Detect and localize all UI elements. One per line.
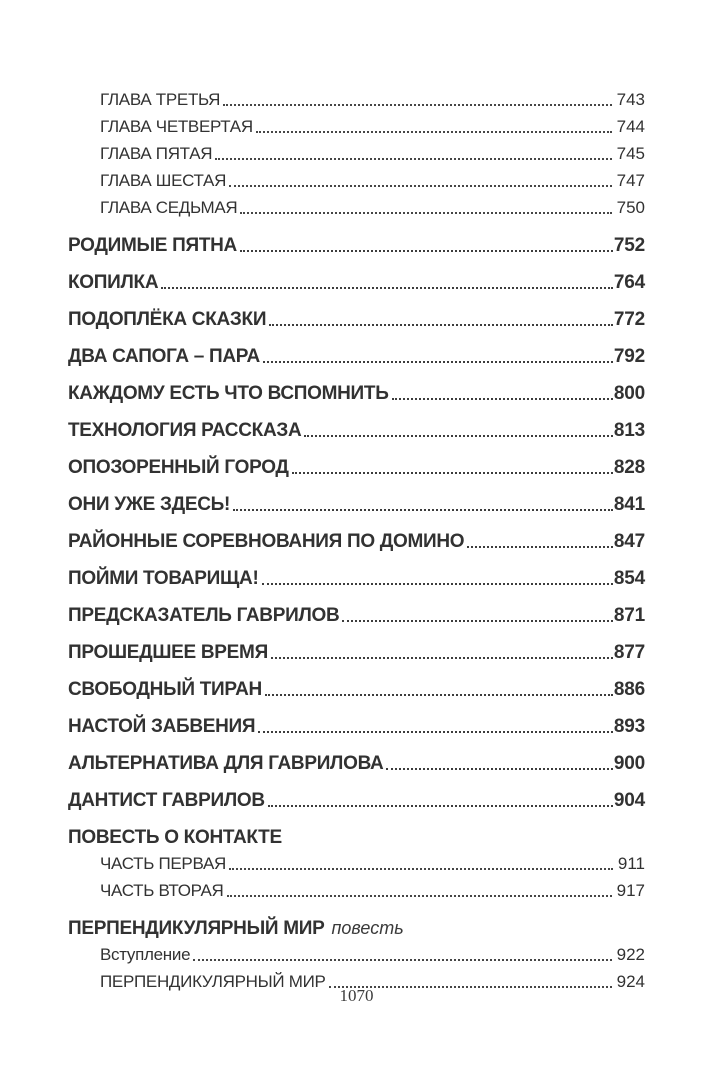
dot-leader: [386, 768, 612, 770]
toc-entry-title: ПРЕДСКАЗАТЕЛЬ ГАВРИЛОВ: [68, 605, 340, 626]
toc-entry-title: ПРОШЕДШЕЕ ВРЕМЯ: [68, 642, 268, 663]
toc-entry-page: 871: [613, 605, 645, 626]
dot-leader: [268, 805, 613, 807]
toc-entry: [68, 494, 645, 515]
toc-entry-title: ОНИ УЖЕ ЗДЕСЬ!: [68, 494, 230, 515]
toc-entry-page: 893: [613, 716, 645, 737]
dot-leader: [229, 868, 613, 870]
toc-entry-title: РОДИМЫЕ ПЯТНА: [68, 235, 237, 256]
toc-entry-page: 904: [613, 790, 645, 811]
toc-entry-page: 800: [613, 383, 645, 404]
toc-entry-page: 841: [613, 494, 645, 515]
toc-entry-title: ГЛАВА ЧЕТВЕРТАЯ: [100, 117, 253, 136]
toc-entry-title: КАЖДОМУ ЕСТЬ ЧТО ВСПОМНИТЬ: [68, 383, 389, 404]
toc-entry-title: КОПИЛКА: [68, 272, 159, 293]
dot-leader: [269, 324, 613, 326]
toc-entry: [68, 854, 645, 874]
dot-leader: [223, 104, 612, 106]
dot-leader: [240, 250, 613, 252]
dot-leader: [262, 583, 613, 585]
dot-leader: [263, 361, 613, 363]
toc-entry-title: РАЙОННЫЕ СОРЕВНОВАНИЯ ПО ДОМИНО: [68, 531, 465, 552]
toc-entry-title: ЧАСТЬ ПЕРВАЯ: [100, 854, 226, 873]
dot-leader: [256, 131, 612, 133]
toc-entry-page: 743: [616, 90, 645, 109]
toc-entry-page: 813: [613, 420, 645, 441]
toc-entry-title: ДВА САПОГА – ПАРА: [68, 346, 260, 367]
toc-entry-page: 924: [616, 972, 645, 991]
toc-entry: [68, 881, 645, 901]
toc-entry-page: 747: [616, 171, 645, 190]
toc-entry-page: 886: [613, 679, 645, 700]
toc-entry-page: 847: [613, 531, 645, 552]
toc-entry: [68, 457, 645, 478]
page-number: 1070: [339, 986, 374, 1005]
toc-entry-title: НАСТОЙ ЗАБВЕНИЯ: [68, 716, 256, 737]
toc-entry-title: ДАНТИСТ ГАВРИЛОВ: [68, 790, 265, 811]
dot-leader: [258, 731, 613, 733]
dot-leader: [193, 959, 611, 961]
toc-entry-title: ПЕРПЕНДИКУЛЯРНЫЙ МИР: [100, 972, 326, 991]
dot-leader: [392, 398, 613, 400]
toc-entry-genre: повесть: [331, 918, 404, 938]
toc-entry: [68, 753, 645, 774]
toc-entry-title: ГЛАВА ТРЕТЬЯ: [100, 90, 221, 109]
toc-entry-page: 752: [613, 235, 645, 256]
toc-entry: [68, 827, 645, 848]
toc-entry: [68, 198, 645, 218]
toc-entry-title: ГЛАВА СЕДЬМАЯ: [100, 198, 238, 217]
toc-entry: [68, 383, 645, 404]
toc-entry-page: 900: [613, 753, 645, 774]
dot-leader: [229, 185, 612, 187]
toc-entry-title: ПОДОПЛЁКА СКАЗКИ: [68, 309, 267, 330]
dot-leader: [233, 509, 613, 511]
toc-entry: [68, 642, 645, 663]
toc-entry-page: 750: [616, 198, 645, 217]
toc-entry-title: СВОБОДНЫЙ ТИРАН: [68, 679, 262, 700]
toc-entry-title: ТЕХНОЛОГИЯ РАССКАЗА: [68, 420, 302, 441]
toc-entry-page: 744: [616, 117, 645, 136]
dot-leader: [342, 620, 613, 622]
toc-entry: [68, 605, 645, 626]
toc-entry: [68, 309, 645, 330]
toc-entry: [68, 144, 645, 164]
toc-entry: [68, 568, 645, 589]
toc-entry: [68, 531, 645, 552]
toc-entry-title: ПОВЕСТЬ О КОНТАКТЕ: [68, 827, 282, 848]
toc-entry-page: 792: [613, 346, 645, 367]
dot-leader: [240, 212, 611, 214]
toc-entry: [68, 716, 645, 737]
toc-entry-page: 772: [613, 309, 645, 330]
dot-leader: [265, 694, 613, 696]
toc-entry-title: ОПОЗОРЕННЫЙ ГОРОД: [68, 457, 289, 478]
toc-entry: [68, 272, 645, 293]
toc-entry-page: 911: [617, 854, 645, 873]
toc-entry-title: ПЕРПЕНДИКУЛЯРНЫЙ МИР: [68, 918, 325, 939]
table-of-contents: [68, 90, 645, 999]
dot-leader: [467, 546, 613, 548]
toc-entry: [68, 679, 645, 700]
toc-entry-title: ГЛАВА ШЕСТАЯ: [100, 171, 227, 190]
dot-leader: [271, 657, 613, 659]
toc-entry-page: 854: [613, 568, 645, 589]
toc-entry-title: ЧАСТЬ ВТОРАЯ: [100, 881, 224, 900]
dot-leader: [227, 895, 612, 897]
toc-entry: [68, 945, 645, 965]
dot-leader: [161, 287, 613, 289]
dot-leader: [215, 158, 611, 160]
toc-entry-page: 917: [616, 881, 645, 900]
toc-entry-title: ПОЙМИ ТОВАРИЩА!: [68, 568, 259, 589]
toc-entry-page: 745: [616, 144, 645, 163]
toc-entry: [68, 918, 645, 939]
dot-leader: [292, 472, 613, 474]
toc-entry-page: 922: [616, 945, 645, 964]
dot-leader: [304, 435, 613, 437]
toc-entry-title: ГЛАВА ПЯТАЯ: [100, 144, 213, 163]
toc-entry-page: 764: [613, 272, 645, 293]
toc-entry: [68, 235, 645, 256]
toc-entry: [68, 420, 645, 441]
toc-entry-title: АЛЬТЕРНАТИВА ДЛЯ ГАВРИЛОВА: [68, 753, 384, 774]
toc-entry: [68, 790, 645, 811]
toc-entry-page: 877: [613, 642, 645, 663]
toc-entry-page: 828: [613, 457, 645, 478]
toc-entry: [68, 346, 645, 367]
toc-entry: [68, 90, 645, 110]
toc-entry: [68, 117, 645, 137]
toc-entry: [68, 171, 645, 191]
toc-entry-title: Вступление: [100, 945, 191, 964]
